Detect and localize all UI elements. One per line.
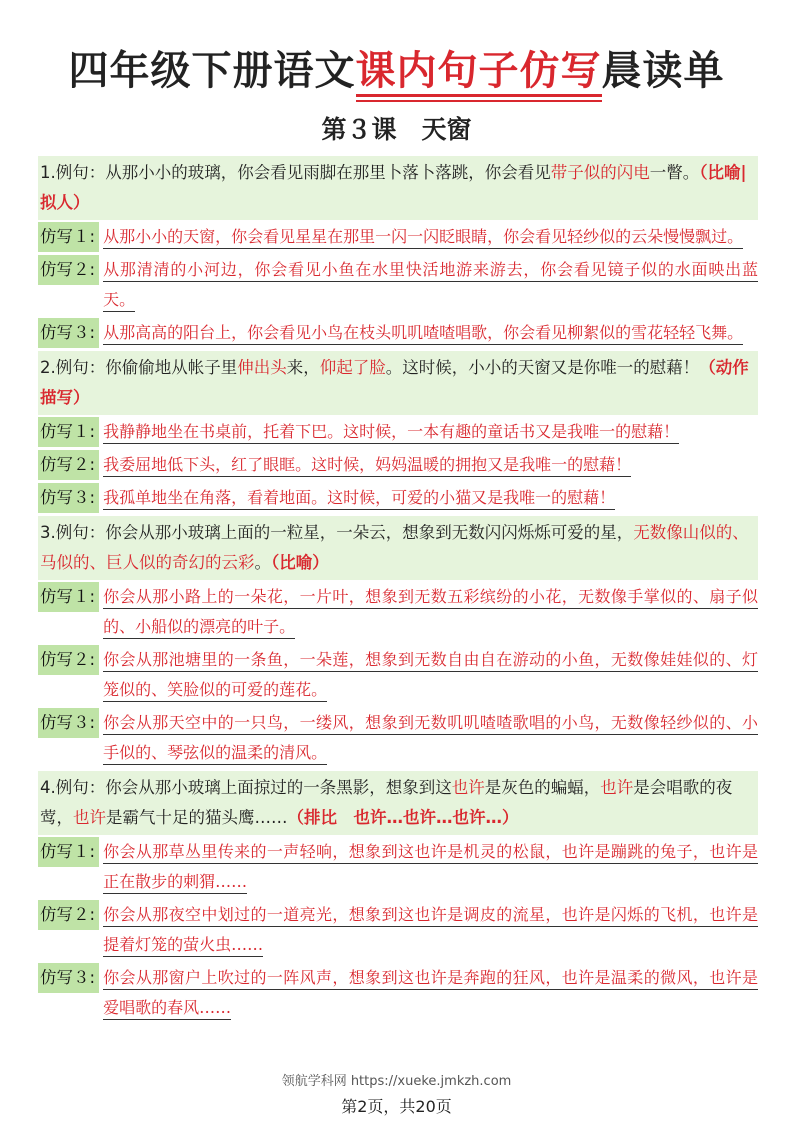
imitation-label: 仿写３: (38, 708, 99, 738)
imitation-label: 仿写２: (38, 645, 99, 675)
title-prefix: 四年级下册语文 (68, 48, 356, 94)
imitation-row (38, 900, 758, 960)
imitation-text: 从那小小的天窗，你会看见星星在那里一闪一闪眨眼睛，你会看见轻纱似的云朵慢慢飘过。 (99, 222, 758, 252)
imitation-label: 仿写３: (38, 483, 99, 513)
imitation-row (38, 837, 758, 897)
imitation-label: 仿写３: (38, 963, 99, 993)
imitation-row (38, 483, 758, 513)
worksheet-content (38, 156, 758, 1026)
imitation-row (38, 318, 758, 348)
imitation-label: 仿写１: (38, 222, 99, 252)
imitation-row (38, 582, 758, 642)
title-highlight: 课内句子仿写 (356, 42, 602, 100)
imitation-text: 你会从那草丛里传来的一声轻响，想象到这也许是机灵的松鼠，也许是蹦跳的兔子，也许是正在散步的刺猬…… (99, 837, 758, 897)
example-sentence-1: 1.例句：从那小小的玻璃，你会看见雨脚在那里卜落卜落跳，你会看见带子似的闪电一瞥。（比喻|拟人） (38, 156, 758, 220)
imitation-text: 从那清清的小河边，你会看见小鱼在水里快活地游来游去，你会看见镜子似的水面映出蓝天。 (99, 255, 758, 315)
example-sentence-3: 3.例句：你会从那小玻璃上面的一粒星，一朵云，想象到无数闪闪烁烁可爱的星，无数像山似的、马似的、巨人似的奇幻的云彩。（比喻） (38, 516, 758, 580)
imitation-label: 仿写２: (38, 900, 99, 930)
imitation-row (38, 645, 758, 705)
imitation-text: 你会从那小路上的一朵花，一片叶，想象到无数五彩缤纷的小花，无数像手掌似的、扇子似的、小船似的漂亮的叶子。 (99, 582, 758, 642)
example-sentence-2: 2.例句：你偷偷地从帐子里伸出头来，仰起了脸。这时候，小小的天窗又是你唯一的慰藉！（动作描写） (38, 351, 758, 415)
footer-watermark-url: 领航学科网 https://xueke.jmkzh.com (281, 1074, 512, 1089)
page-number: 第2页，共20页 (341, 1097, 452, 1116)
imitation-text: 你会从那窗户上吹过的一阵风声，想象到这也许是奔跑的狂风，也许是温柔的微风，也许是爱唱歌的春风…… (99, 963, 758, 1023)
imitation-label: 仿写２: (38, 255, 99, 285)
imitation-row (38, 417, 758, 447)
imitation-text: 我孤单地坐在角落，看着地面。这时候，可爱的小猫又是我唯一的慰藉！ (99, 483, 758, 513)
imitation-text: 我委屈地低下头，红了眼眶。这时候，妈妈温暖的拥抱又是我唯一的慰藉！ (99, 450, 758, 480)
imitation-text: 从那高高的阳台上，你会看见小鸟在枝头叽叽喳喳唱歌，你会看见柳絮似的雪花轻轻飞舞。 (99, 318, 758, 348)
imitation-label: 仿写２: (38, 450, 99, 480)
imitation-row (38, 450, 758, 480)
example-sentence-4: 4.例句：你会从那小玻璃上面掠过的一条黑影，想象到这也许是灰色的蝙蝠，也许是会唱歌的夜莺，也许是霸气十足的猫头鹰……（排比 也许…也许…也许…） (38, 771, 758, 835)
imitation-label: 仿写１: (38, 837, 99, 867)
imitation-row (38, 963, 758, 1023)
imitation-label: 仿写３: (38, 318, 99, 348)
title-suffix: 晨读单 (601, 48, 725, 94)
imitation-label: 仿写１: (38, 582, 99, 612)
imitation-row (38, 708, 758, 768)
lesson-heading: 第３课 天窗 (321, 115, 472, 144)
imitation-row (38, 222, 758, 252)
page-title (0, 42, 793, 100)
imitation-text: 你会从那池塘里的一条鱼，一朵莲，想象到无数自由自在游动的小鱼，无数像娃娃似的、灯笼似的、笑脸似的可爱的莲花。 (99, 645, 758, 705)
imitation-text: 你会从那夜空中划过的一道亮光，想象到这也许是调皮的流星，也许是闪烁的飞机，也许是提着灯笼的萤火虫…… (99, 900, 758, 960)
imitation-text: 我静静地坐在书桌前，托着下巴。这时候，一本有趣的童话书又是我唯一的慰藉！ (99, 417, 758, 447)
imitation-text: 你会从那天空中的一只鸟，一缕风，想象到无数叽叽喳喳歌唱的小鸟，无数像轻纱似的、小手似的、琴弦似的温柔的清风。 (99, 708, 758, 768)
imitation-row (38, 255, 758, 315)
imitation-label: 仿写１: (38, 417, 99, 447)
